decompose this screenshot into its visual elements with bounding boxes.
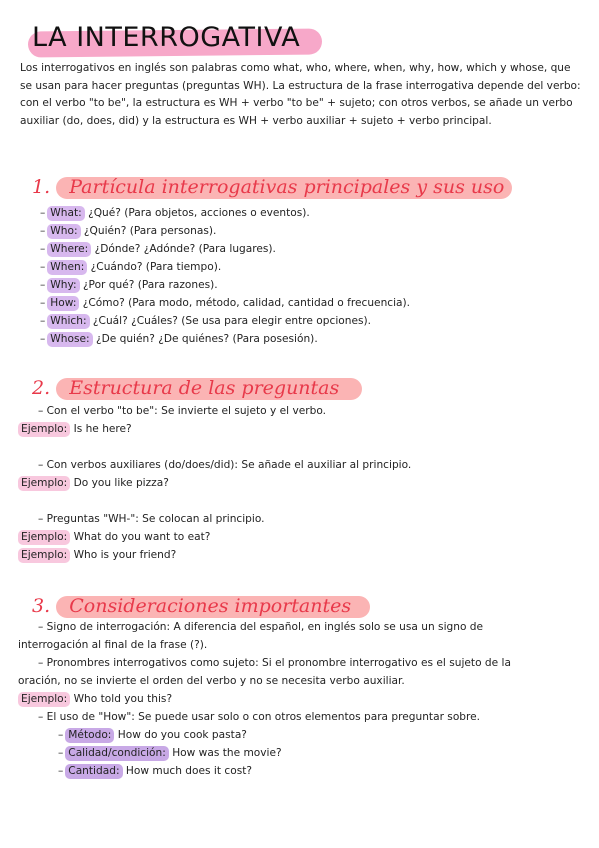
section-heading-2 — [32, 373, 339, 403]
section-number: 3. — [32, 595, 51, 617]
particle-description: ¿Qué? (Para objetos, acciones o eventos). — [88, 207, 310, 219]
list-item: – Calidad/condición: How was the movie? — [58, 747, 282, 759]
section-heading-1 — [32, 172, 504, 202]
structure-rule: – Con verbos auxiliares (do/does/did): Se añade el auxiliar al principio. — [38, 459, 412, 471]
particle-description: ¿Quién? (Para personas). — [83, 225, 217, 237]
particle-description: ¿Dónde? ¿Adónde? (Para lugares). — [94, 243, 276, 255]
particle-tag: When: — [47, 260, 87, 275]
example-line — [18, 528, 210, 546]
list-item: – Where: ¿Dónde? ¿Adónde? (Para lugares). — [40, 243, 276, 255]
how-example: How do you cook pasta? — [117, 729, 247, 741]
list-item: – Who: ¿Quién? (Para personas). — [40, 225, 217, 237]
example-text: Do you like pizza? — [73, 477, 169, 489]
list-item: – What: ¿Qué? (Para objetos, acciones o eventos). — [40, 207, 310, 219]
particle-description: ¿Cuál? ¿Cuáles? (Se usa para elegir entre opciones). — [92, 315, 372, 327]
example-text: Who is your friend? — [73, 549, 177, 561]
example-text: Is he here? — [73, 423, 132, 435]
particle-tag: What: — [47, 206, 84, 221]
example-line — [18, 690, 172, 708]
example-text: What do you want to eat? — [73, 531, 211, 543]
list-item: – How: ¿Cómo? (Para modo, método, calidad, cantidad o frecuencia). — [40, 297, 411, 309]
consideration-text: – El uso de "How": Se puede usar solo o con otros elementos para preguntar sobre. — [38, 711, 481, 723]
example-tag: Ejemplo: — [18, 692, 70, 707]
how-tag: Método: — [65, 728, 114, 743]
example-tag: Ejemplo: — [18, 548, 70, 563]
example-tag: Ejemplo: — [18, 422, 70, 437]
section-title: Consideraciones importantes — [69, 595, 352, 617]
example-text: Who told you this? — [73, 693, 173, 705]
particle-description: ¿Cómo? (Para modo, método, calidad, cantidad o frecuencia). — [82, 297, 411, 309]
particle-description: ¿Por qué? (Para razones). — [82, 279, 218, 291]
list-item: – Cantidad: How much does it cost? — [58, 765, 252, 777]
particle-tag: Who: — [47, 224, 80, 239]
section-heading-3 — [32, 591, 351, 621]
example-tag: Ejemplo: — [18, 476, 70, 491]
list-item: – Which: ¿Cuál? ¿Cuáles? (Se usa para elegir entre opciones). — [40, 315, 372, 327]
particle-tag: Why: — [47, 278, 79, 293]
how-tag: Calidad/condición: — [65, 746, 169, 761]
section-title: Partícula interrogativas principales y sus uso — [69, 176, 505, 198]
consideration-text: – Signo de interrogación: A diferencia del español, en inglés solo se usa un signo de — [38, 621, 484, 633]
page-title: LA INTERROGATIVA — [32, 22, 301, 53]
how-tag: Cantidad: — [65, 764, 122, 779]
structure-rule: – Preguntas "WH-": Se colocan al principio. — [38, 513, 265, 525]
structure-rule: – Con el verbo "to be": Se invierte el sujeto y el verbo. — [38, 405, 327, 417]
section-number: 1. — [32, 176, 51, 198]
list-item: – Whose: ¿De quién? ¿De quiénes? (Para posesión). — [40, 333, 318, 345]
example-line — [18, 474, 169, 492]
section-title: Estructura de las preguntas — [69, 377, 340, 399]
list-item: – Why: ¿Por qué? (Para razones). — [40, 279, 218, 291]
particle-description: ¿De quién? ¿De quiénes? (Para posesión). — [95, 333, 318, 345]
particle-tag: Whose: — [47, 332, 92, 347]
how-example: How was the movie? — [172, 747, 282, 759]
title-block — [24, 20, 300, 56]
consideration-text: – Pronombres interrogativos como sujeto: Si el pronombre interrogativo es el sujeto de la — [38, 657, 511, 669]
particle-description: ¿Cuándo? (Para tiempo). — [90, 261, 222, 273]
section-number: 2. — [32, 377, 51, 399]
particle-tag: Where: — [47, 242, 91, 257]
consideration-text: oración, no se invierte el orden del verbo y no se necesita verbo auxiliar. — [18, 675, 405, 687]
example-line — [18, 420, 132, 438]
particle-tag: How: — [47, 296, 79, 311]
example-line — [18, 546, 176, 564]
list-item: – When: ¿Cuándo? (Para tiempo). — [40, 261, 222, 273]
intro-paragraph: Los interrogativos en inglés son palabras como what, who, where, when, why, how, which y whose, que se usan para hacer preguntas (preguntas WH). La estructura de la frase interrogativa depende del verbo: con el verbo "to be", la estructura es WH + verbo "to be" + sujeto; con otros verbos, se añade un verbo auxiliar (do, does, did) y la estructura es WH + verbo auxiliar + sujeto + verbo principal. — [20, 62, 581, 127]
example-tag: Ejemplo: — [18, 530, 70, 545]
how-example: How much does it cost? — [125, 765, 252, 777]
list-item: – Método: How do you cook pasta? — [58, 729, 247, 741]
particle-tag: Which: — [47, 314, 89, 329]
consideration-text: interrogación al final de la frase (?). — [18, 639, 208, 651]
